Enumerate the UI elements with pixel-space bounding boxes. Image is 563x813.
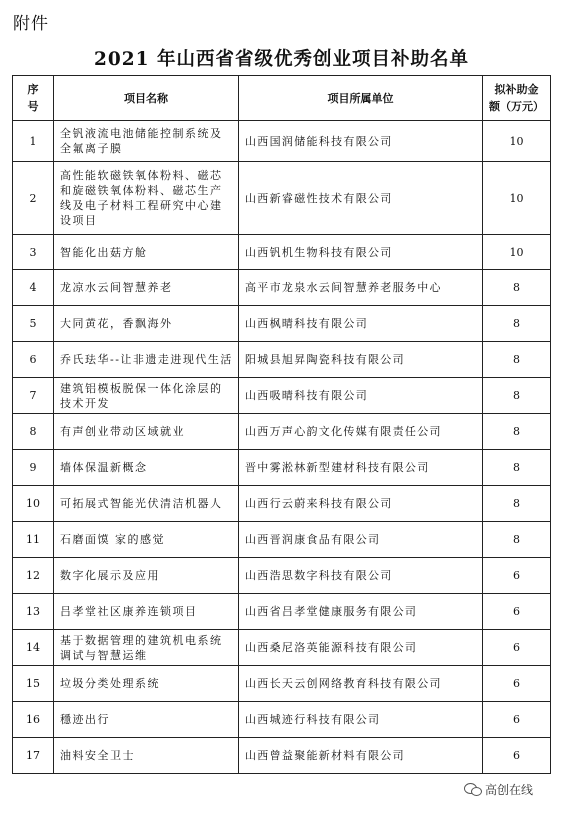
row-seq: 11 — [13, 522, 54, 558]
row-seq: 17 — [13, 738, 54, 774]
row-project-name: 乔氏珐华--让非遗走进现代生活 — [54, 342, 239, 378]
table-row — [13, 378, 551, 414]
row-project-name: 高性能软磁铁氧体粉料、磁芯和旋磁铁氧体粉料、磁芯生产线及电子材料工程研究中心建设项目 — [54, 162, 239, 235]
table-row — [13, 486, 551, 522]
row-unit-name: 山西城迹行科技有限公司 — [239, 702, 483, 738]
table-row — [13, 414, 551, 450]
table-row — [13, 594, 551, 630]
row-project-name: 油料安全卫士 — [54, 738, 239, 774]
table-row — [13, 306, 551, 342]
table-row — [13, 738, 551, 774]
column-header-amount-line1: 拟补助金 — [494, 83, 539, 96]
row-unit-name: 山西晋润康食品有限公司 — [239, 522, 483, 558]
row-project-name: 基于数据管理的建筑机电系统调试与智慧运维 — [54, 630, 239, 666]
table-header-row — [13, 76, 551, 121]
column-header-amount-line2: 额（万元） — [489, 100, 544, 113]
row-unit-name: 高平市龙泉水云间智慧养老服务中心 — [239, 270, 483, 306]
row-unit-name: 山西长天云创网络教育科技有限公司 — [239, 666, 483, 702]
row-unit-name: 山西行云蔚来科技有限公司 — [239, 486, 483, 522]
row-seq: 14 — [13, 630, 54, 666]
row-seq: 5 — [13, 306, 54, 342]
table-row — [13, 235, 551, 270]
row-seq: 7 — [13, 378, 54, 414]
subsidy-table — [12, 75, 551, 774]
row-project-name: 有声创业带动区域就业 — [54, 414, 239, 450]
table-row — [13, 450, 551, 486]
row-project-name: 智能化出菇方舱 — [54, 235, 239, 270]
table-row — [13, 666, 551, 702]
table-row — [13, 630, 551, 666]
row-unit-name: 山西省吕孝堂健康服务有限公司 — [239, 594, 483, 630]
row-amount: 8 — [483, 450, 551, 486]
row-project-name: 可拓展式智能光伏清洁机器人 — [54, 486, 239, 522]
row-seq: 2 — [13, 162, 54, 235]
row-amount: 6 — [483, 666, 551, 702]
row-unit-name: 山西国润储能科技有限公司 — [239, 121, 483, 162]
column-header-name: 项目名称 — [54, 76, 239, 121]
row-amount: 6 — [483, 558, 551, 594]
row-unit-name: 阳城县旭昇陶瓷科技有限公司 — [239, 342, 483, 378]
row-seq: 1 — [13, 121, 54, 162]
attachment-label: 附件 — [13, 14, 49, 34]
row-seq: 13 — [13, 594, 54, 630]
row-seq: 9 — [13, 450, 54, 486]
row-amount: 8 — [483, 414, 551, 450]
column-header-seq — [13, 76, 54, 121]
table-row — [13, 121, 551, 162]
table-row — [13, 162, 551, 235]
row-unit-name: 山西万声心韵文化传媒有限责任公司 — [239, 414, 483, 450]
row-unit-name: 山西吸晴科技有限公司 — [239, 378, 483, 414]
row-unit-name: 山西桑尼洛英能源科技有限公司 — [239, 630, 483, 666]
document-title: 2021 年山西省省级优秀创业项目补助名单 — [94, 49, 469, 70]
row-amount: 6 — [483, 702, 551, 738]
row-amount: 6 — [483, 630, 551, 666]
column-header-amount — [483, 76, 551, 121]
row-amount: 8 — [483, 378, 551, 414]
row-amount: 8 — [483, 306, 551, 342]
row-seq: 15 — [13, 666, 54, 702]
row-seq: 4 — [13, 270, 54, 306]
row-unit-name: 山西枫晴科技有限公司 — [239, 306, 483, 342]
row-seq: 3 — [13, 235, 54, 270]
row-seq: 16 — [13, 702, 54, 738]
row-project-name: 穩迹出行 — [54, 702, 239, 738]
row-amount: 8 — [483, 522, 551, 558]
row-project-name: 吕孝堂社区康养连锁项目 — [54, 594, 239, 630]
row-project-name: 墙体保温新概念 — [54, 450, 239, 486]
column-header-seq-line2: 号 — [27, 100, 39, 113]
row-amount: 8 — [483, 486, 551, 522]
row-amount: 8 — [483, 270, 551, 306]
table-row — [13, 270, 551, 306]
row-seq: 8 — [13, 414, 54, 450]
wechat-icon — [464, 783, 482, 796]
row-project-name: 大同黄花，香飘海外 — [54, 306, 239, 342]
row-amount: 6 — [483, 594, 551, 630]
row-unit-name: 山西新睿磁性技术有限公司 — [239, 162, 483, 235]
row-unit-name: 山西浩思数字科技有限公司 — [239, 558, 483, 594]
row-seq: 12 — [13, 558, 54, 594]
column-header-unit: 项目所属单位 — [239, 76, 483, 121]
row-project-name: 垃圾分类处理系统 — [54, 666, 239, 702]
row-project-name: 全钒液流电池储能控制系统及全氟离子膜 — [54, 121, 239, 162]
row-amount: 10 — [483, 235, 551, 270]
row-amount: 8 — [483, 342, 551, 378]
row-amount: 10 — [483, 162, 551, 235]
row-unit-name: 山西钒机生物科技有限公司 — [239, 235, 483, 270]
table-row — [13, 522, 551, 558]
row-unit-name: 晋中雾淞林新型建材科技有限公司 — [239, 450, 483, 486]
column-header-seq-line1: 序 — [27, 83, 39, 96]
watermark — [464, 781, 533, 798]
table-row — [13, 702, 551, 738]
row-seq: 6 — [13, 342, 54, 378]
row-project-name: 石磨面馍 家的感觉 — [54, 522, 239, 558]
row-seq: 10 — [13, 486, 54, 522]
watermark-text: 高创在线 — [485, 783, 534, 797]
row-amount: 10 — [483, 121, 551, 162]
row-project-name: 建筑铝模板脱保一体化涂层的技术开发 — [54, 378, 239, 414]
table-row — [13, 342, 551, 378]
row-amount: 6 — [483, 738, 551, 774]
table-row — [13, 558, 551, 594]
row-unit-name: 山西曾益聚能新材料有限公司 — [239, 738, 483, 774]
row-project-name: 龙凉水云间智慧养老 — [54, 270, 239, 306]
row-project-name: 数字化展示及应用 — [54, 558, 239, 594]
